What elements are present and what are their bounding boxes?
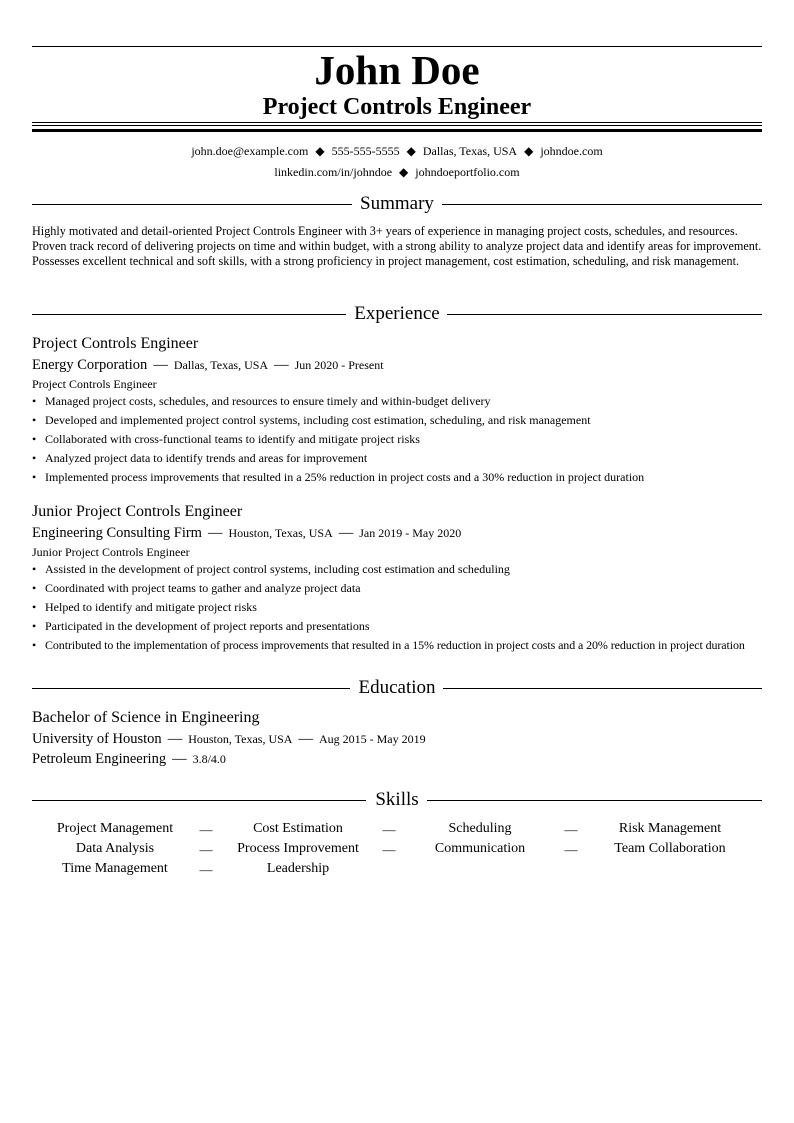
major-name: Petroleum Engineering bbox=[32, 751, 167, 767]
job-title: Junior Project Controls Engineer bbox=[32, 503, 243, 520]
dash-separator: — bbox=[172, 751, 187, 767]
job-location: Dallas, Texas, USA bbox=[173, 358, 269, 372]
heading-rule-right bbox=[442, 204, 762, 205]
gpa-value: 3.8/4.0 bbox=[192, 752, 226, 766]
bullet-icon: • bbox=[32, 432, 37, 446]
school-location: Houston, Texas, USA bbox=[188, 732, 293, 746]
header-rule-thick bbox=[32, 129, 762, 132]
location-text: Dallas, Texas, USA bbox=[422, 144, 518, 158]
skills-section-heading bbox=[32, 789, 762, 813]
degree-title: Bachelor of Science in Engineering bbox=[32, 709, 260, 726]
summary-section-heading bbox=[32, 193, 762, 217]
heading-rule-right bbox=[427, 800, 762, 801]
education-section-heading bbox=[32, 677, 762, 701]
job-location: Houston, Texas, USA bbox=[228, 526, 333, 540]
skills-row bbox=[32, 860, 762, 880]
skills-grid bbox=[32, 820, 762, 880]
header-rule-thin-2 bbox=[32, 125, 762, 126]
list-item: • Developed and implemented project control systems, including cost estimation, scheduling, and risk management bbox=[32, 413, 591, 427]
contact-line-2 bbox=[32, 164, 762, 180]
bullet-icon: • bbox=[32, 451, 37, 465]
dash-separator: — bbox=[199, 822, 213, 837]
skill-item: Communication bbox=[434, 841, 526, 856]
company-name: Engineering Consulting Firm bbox=[32, 525, 202, 541]
bullet-icon: • bbox=[32, 581, 37, 595]
diamond-separator-icon: ◆ bbox=[406, 144, 416, 158]
candidate-name: John Doe bbox=[314, 47, 480, 93]
dash-separator: — bbox=[298, 731, 313, 747]
dash-separator: — bbox=[274, 357, 289, 373]
header-rule-thin bbox=[32, 122, 762, 123]
dash-separator: — bbox=[564, 822, 578, 837]
portfolio-link[interactable]: johndoeportfolio.com bbox=[415, 165, 520, 179]
experience-section-heading bbox=[32, 303, 762, 327]
bullet-icon: • bbox=[32, 600, 37, 614]
diamond-separator-icon: ◆ bbox=[315, 144, 325, 158]
dash-separator: — bbox=[199, 842, 213, 857]
company-name: Energy Corporation bbox=[32, 357, 148, 373]
list-item: • Coordinated with project teams to gather and analyze project data bbox=[32, 581, 361, 595]
heading-rule-right bbox=[447, 314, 762, 315]
skill-item: Time Management bbox=[62, 861, 168, 876]
job-subtitle: Project Controls Engineer bbox=[32, 377, 157, 391]
experience-heading: Experience bbox=[354, 303, 440, 324]
email-link[interactable]: john.doe@example.com bbox=[191, 144, 309, 158]
dash-separator: — bbox=[153, 357, 168, 373]
bullet-icon: • bbox=[32, 394, 37, 408]
job-entry bbox=[32, 334, 762, 489]
skills-row bbox=[32, 840, 762, 860]
linkedin-link[interactable]: linkedin.com/in/johndoe bbox=[274, 165, 393, 179]
skill-item: Data Analysis bbox=[75, 841, 155, 856]
skill-item: Process Improvement bbox=[237, 841, 359, 856]
job-bullet-list bbox=[32, 562, 762, 657]
list-item: • Contributed to the implementation of process improvements that resulted in a 15% reduction in project costs and a 20% reduction in project duration bbox=[32, 638, 745, 652]
job-bullet-list bbox=[32, 394, 762, 489]
job-title: Project Controls Engineer bbox=[32, 335, 199, 352]
skill-item: Team Collaboration bbox=[614, 841, 726, 856]
list-item: • Helped to identify and mitigate project risks bbox=[32, 600, 257, 614]
education-meta bbox=[32, 730, 762, 750]
education-heading: Education bbox=[358, 677, 436, 698]
bullet-icon: • bbox=[32, 470, 37, 484]
bullet-icon: • bbox=[32, 619, 37, 633]
bullet-icon: • bbox=[32, 562, 37, 576]
skill-item: Scheduling bbox=[448, 821, 512, 836]
website-link[interactable]: johndoe.com bbox=[540, 144, 603, 158]
dash-separator: — bbox=[338, 525, 354, 541]
bullet-icon: • bbox=[32, 638, 37, 652]
bullet-icon: • bbox=[32, 413, 37, 427]
phone-link[interactable]: 555-555-5555 bbox=[331, 144, 400, 158]
job-subtitle: Junior Project Controls Engineer bbox=[32, 545, 190, 559]
contact-line-1 bbox=[32, 143, 762, 159]
dash-separator: — bbox=[199, 862, 213, 877]
job-meta bbox=[32, 524, 762, 544]
list-item: • Managed project costs, schedules, and resources to ensure timely and within-budget delivery bbox=[32, 394, 491, 408]
skill-item: Project Management bbox=[56, 821, 174, 836]
list-item: • Participated in the development of project reports and presentations bbox=[32, 619, 370, 633]
diamond-separator-icon: ◆ bbox=[524, 144, 534, 158]
education-entry bbox=[32, 708, 762, 770]
diamond-separator-icon: ◆ bbox=[399, 165, 409, 179]
school-name: University of Houston bbox=[32, 731, 162, 747]
skill-item: Risk Management bbox=[618, 821, 722, 836]
skill-item: Cost Estimation bbox=[253, 821, 343, 836]
major-line bbox=[32, 750, 762, 770]
skills-heading: Skills bbox=[375, 789, 419, 810]
job-meta bbox=[32, 356, 762, 376]
list-item: • Implemented process improvements that resulted in a 25% reduction in project costs and a 30% reduction in project duration bbox=[32, 470, 645, 484]
list-item: • Collaborated with cross-functional teams to identify and mitigate project risks bbox=[32, 432, 420, 446]
skills-row bbox=[32, 820, 762, 840]
dash-separator: — bbox=[207, 525, 223, 541]
candidate-role: Project Controls Engineer bbox=[262, 94, 532, 120]
heading-rule-right bbox=[443, 688, 762, 689]
list-item: • Assisted in the development of project control systems, including cost estimation and scheduling bbox=[32, 562, 510, 576]
summary-heading: Summary bbox=[360, 193, 434, 214]
list-item: • Analyzed project data to identify trends and areas for improvement bbox=[32, 451, 368, 465]
dash-separator: — bbox=[564, 842, 578, 857]
job-dates: Jun 2020 - Present bbox=[294, 358, 384, 372]
skill-item: Leadership bbox=[266, 861, 330, 876]
dash-separator: — bbox=[167, 731, 183, 747]
dash-separator: — bbox=[382, 842, 396, 857]
dash-separator: — bbox=[382, 822, 396, 837]
job-entry bbox=[32, 502, 762, 657]
education-dates: Aug 2015 - May 2019 bbox=[318, 732, 426, 746]
job-dates: Jan 2019 - May 2020 bbox=[359, 526, 462, 540]
summary-text: Highly motivated and detail-oriented Project Controls Engineer with 3+ years of experience in managing project costs, schedules, and resources. Proven track record of delivering projects on time and within budget, with a strong ability to analyze project data and identify areas for improvement. Possesses excellent technical and soft skills, with a strong proficiency in project management, cost estimation, scheduling, and risk management. bbox=[32, 224, 762, 268]
